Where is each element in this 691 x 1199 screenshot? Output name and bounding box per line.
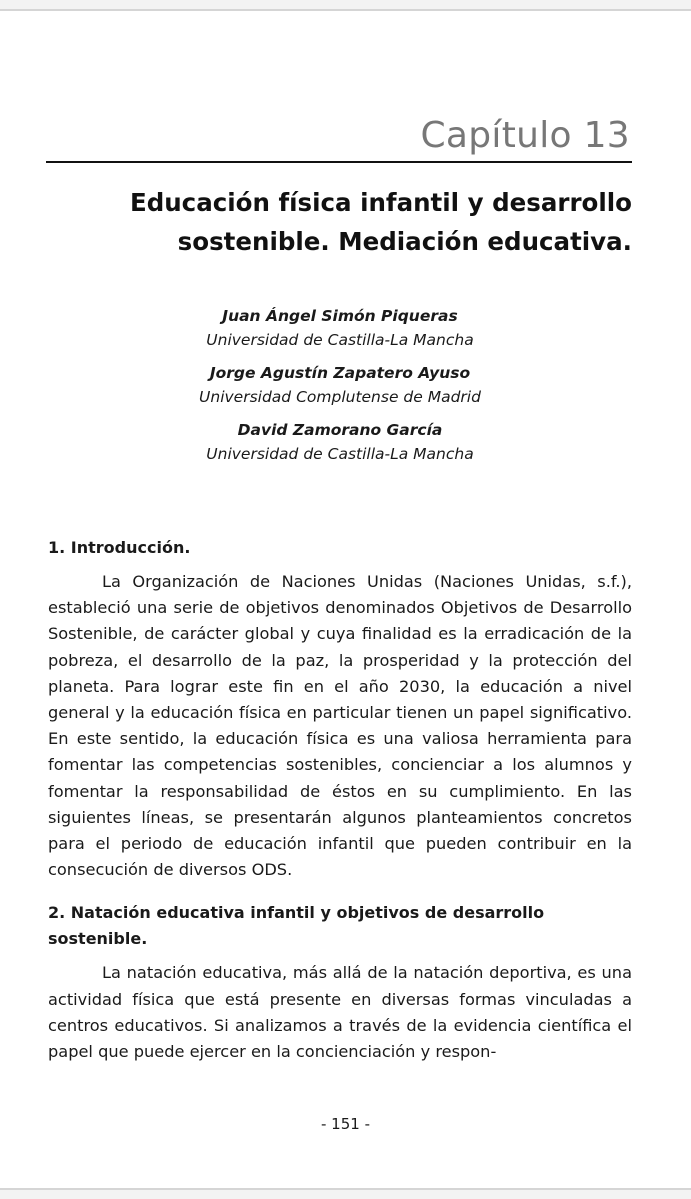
author-entry <box>110 418 570 466</box>
author-entry <box>110 361 570 409</box>
chapter-divider <box>46 161 632 163</box>
author-affiliation: Universidad Complutense de Madrid <box>199 388 481 406</box>
chapter-body <box>48 535 632 1065</box>
section-paragraph: La Organización de Naciones Unidas (Naciones Unidas, s.f.), estableció una serie de objetivos denominados Objetivos de Desarrollo Sostenible, de carácter global y cuya finalidad es la erradicación de la pobreza, el desarrollo de la paz, la prosperidad y la protección del planeta. Para lograr este fin en el año 2030, la educación a nivel general y la educación física en particular tienen un papel significativo. En este sentido, la educación física es una valiosa herramienta para fomentar las competencias sostenibles, concienciar a los alumnos y fomentar la responsabilidad de éstos en su cumplimiento. En las siguientes líneas, se presentarán algunos planteamientos concretos para el periodo de educación infantil que pueden contribuir en la consecución de diversos ODS. <box>48 572 632 880</box>
section-paragraph: La natación educativa, más allá de la natación deportiva, es una actividad física que está presente en diversas formas vinculadas a centros educativos. Si analizamos a través de la evidencia científica el papel que puede ejercer en la concienciación y respon- <box>48 963 632 1062</box>
chapter-title <box>72 183 632 261</box>
chapter-label: Capítulo 13 <box>420 115 630 156</box>
section-heading-introduction: 1. Introducción. <box>48 538 191 557</box>
chapter-title-line-2: sostenible. Mediación educativa. <box>177 227 632 256</box>
author-list <box>110 304 570 475</box>
author-name: Juan Ángel Simón Piqueras <box>222 307 458 325</box>
page-number: - 151 - <box>321 1115 370 1133</box>
author-name: Jorge Agustín Zapatero Ayuso <box>209 364 471 382</box>
author-entry <box>110 304 570 352</box>
section-heading-natacion: 2. Natación educativa infantil y objetivos de desarrollo sostenible. <box>48 903 545 949</box>
author-affiliation: Universidad de Castilla-La Mancha <box>206 445 474 463</box>
author-name: David Zamorano García <box>237 421 443 439</box>
author-affiliation: Universidad de Castilla-La Mancha <box>206 331 474 349</box>
chapter-title-line-1: Educación física infantil y desarrollo <box>129 188 632 217</box>
book-page <box>0 9 691 1190</box>
